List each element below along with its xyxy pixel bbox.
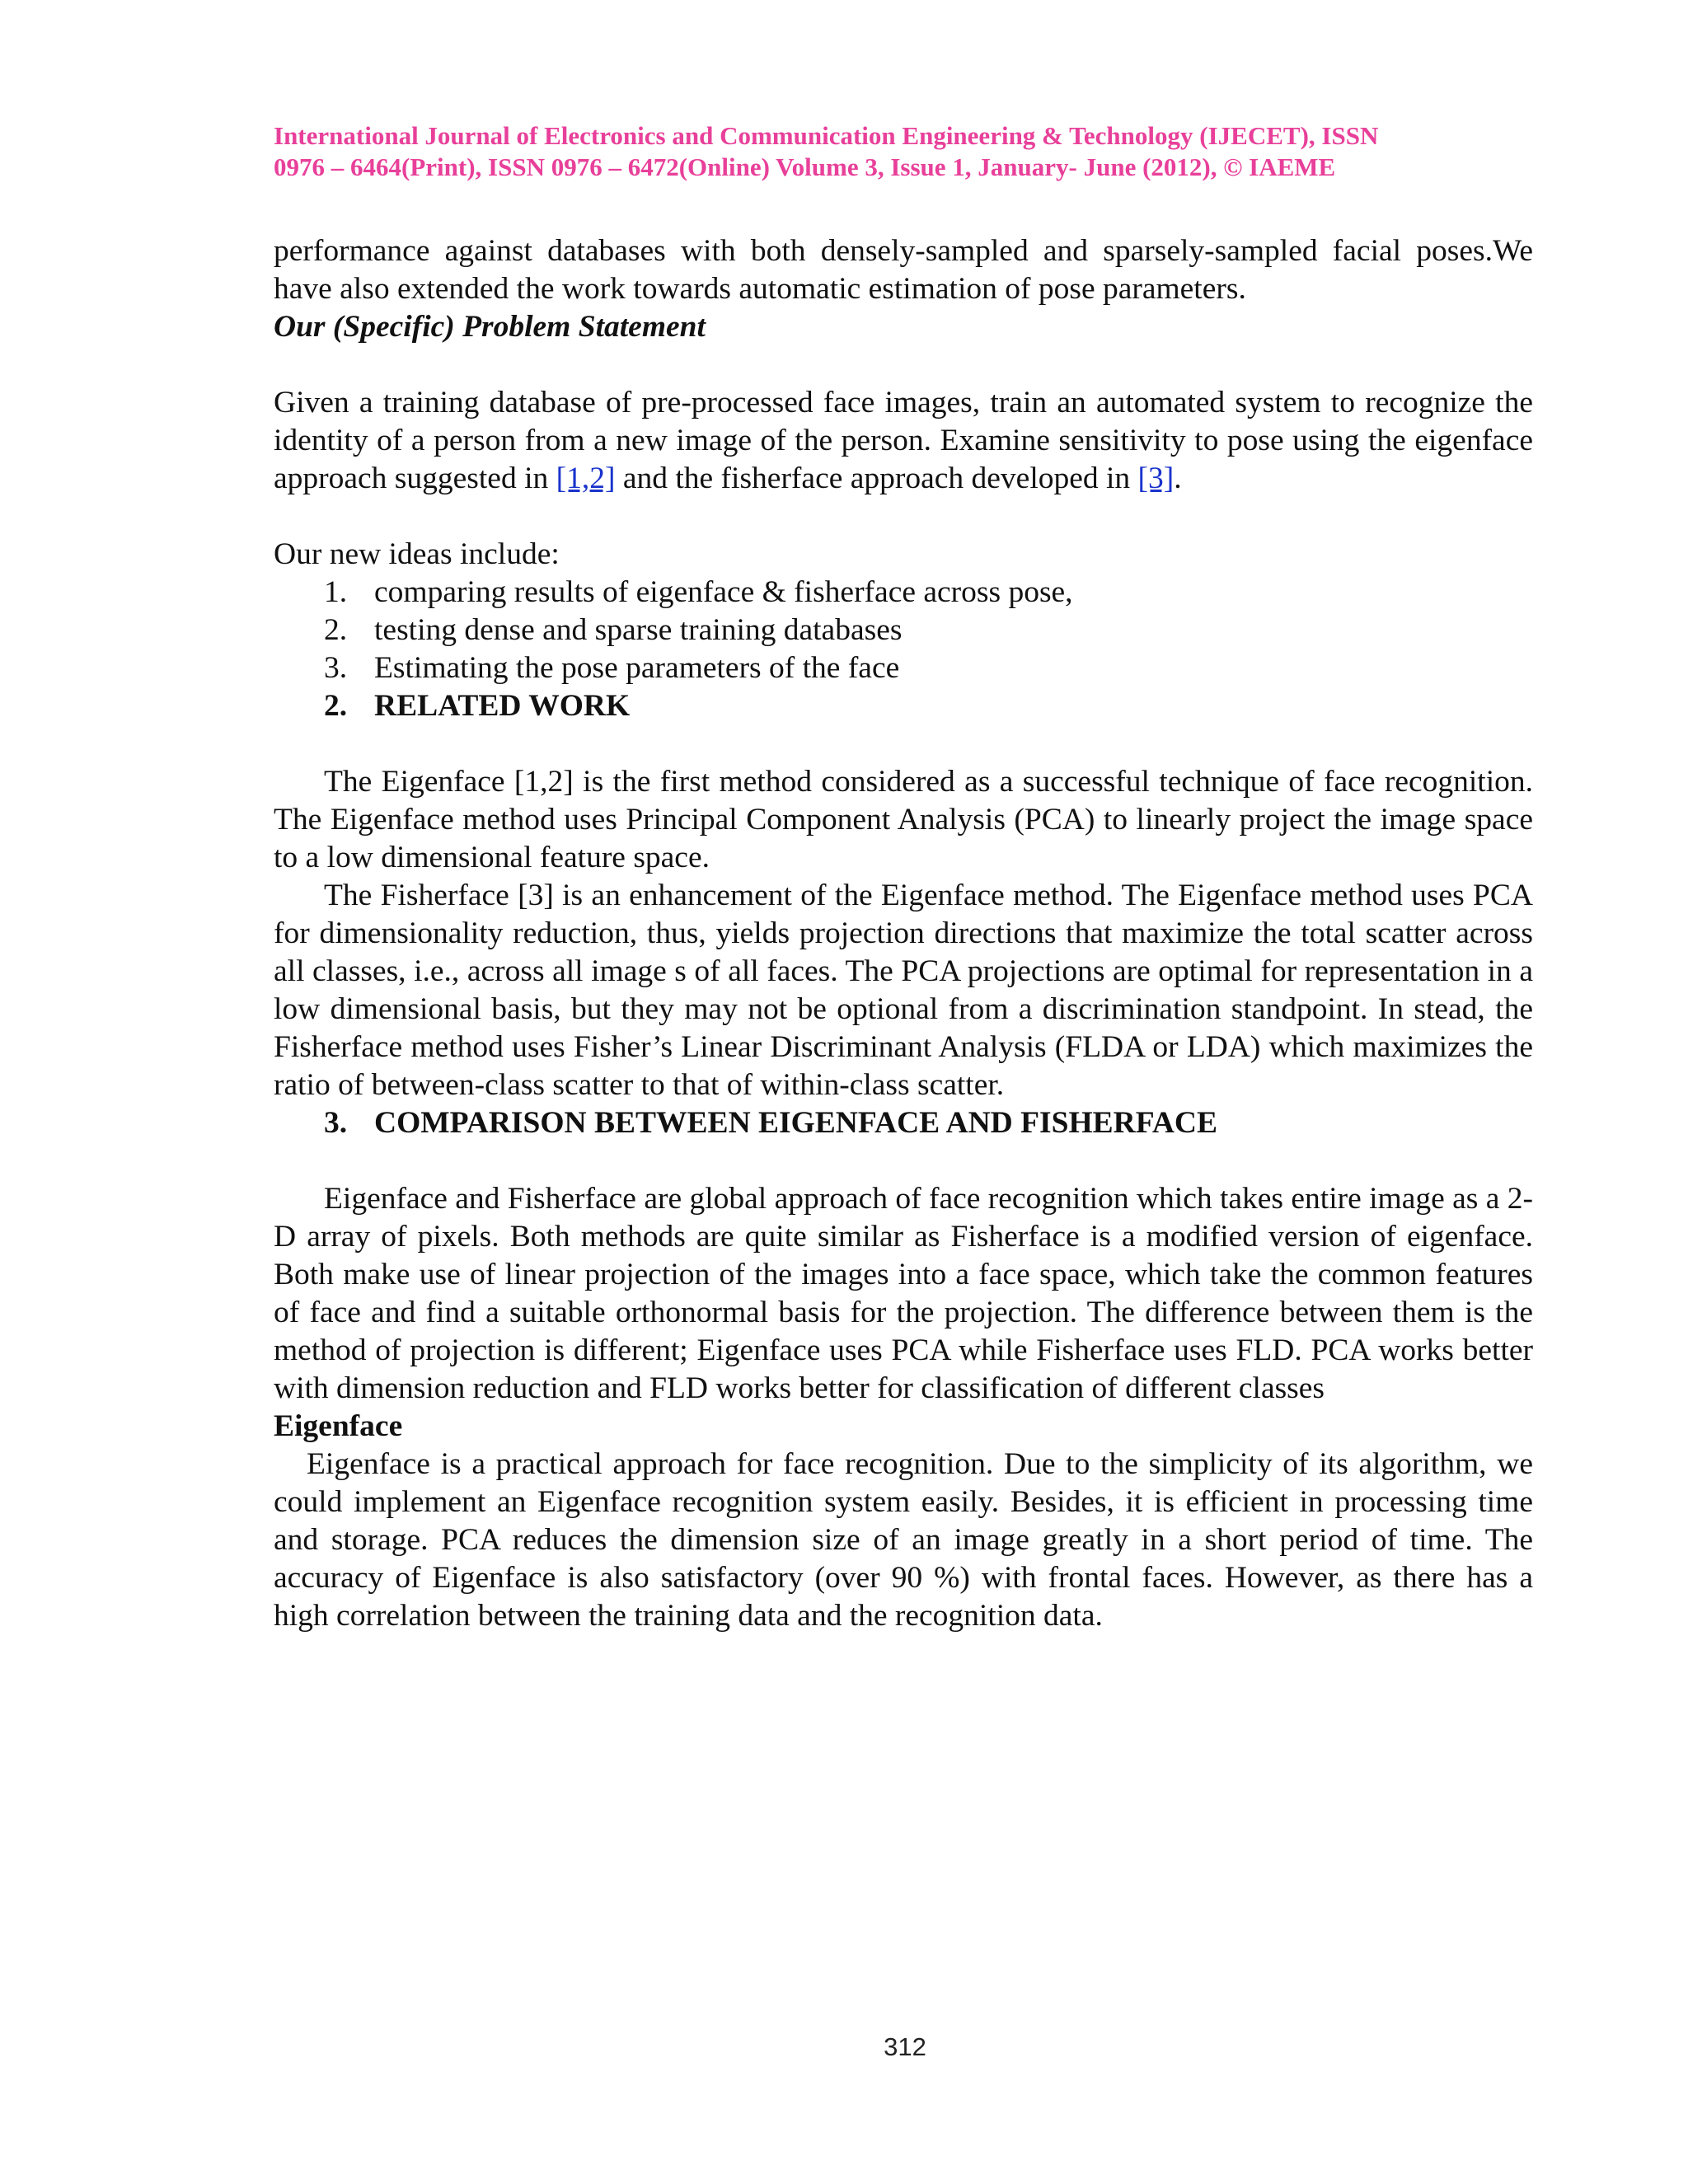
citation-link-1-2[interactable]: [1,2]: [556, 462, 616, 495]
journal-header-line-2: 0976 – 6464(Print), ISSN 0976 – 6472(Online) Volume 3, Issue 1, January- June (2012), © IAEME: [274, 152, 1336, 181]
journal-header-line-1: International Journal of Electronics and Communication Engineering & Technology (IJECET), ISSN: [274, 121, 1379, 150]
page-body: [274, 232, 1533, 1635]
problem-text-3: .: [1174, 462, 1182, 495]
list-item: [274, 574, 1533, 612]
journal-header: [274, 120, 1535, 183]
eigenface-heading: Eigenface: [274, 1409, 403, 1443]
list-item-text: comparing results of eigenface & fisherface across pose,: [374, 575, 1073, 609]
problem-text-1: Given a training database of pre-processed face images, train an automated system to recognize the identity of a person from a new image of the person. Examine sensitivity to pose using the eigenface approach suggested in: [274, 386, 1533, 495]
related-work-paragraph-2: The Fisherface [3] is an enhancement of the Eigenface method. The Eigenface method uses PCA for dimensionality reduction, thus, yields projection directions that maximize the total scatter across all classes, i.e., across all image s of all faces. The PCA projections are optimal for representation in a low dimensional basis, but they may not be optional from a discrimination standpoint. In stead, the Fisherface method uses Fisher’s Linear Discriminant Analysis (FLDA or LDA) which maximizes the ratio of between-class scatter to that of within-class scatter.: [274, 879, 1533, 1102]
intro-paragraph: performance against databases with both densely-sampled and sparsely-sampled facial poses.We have also extended the work towards automatic estimation of pose parameters.: [274, 234, 1533, 306]
list-item-text: testing dense and sparse training databases: [374, 613, 903, 647]
eigenface-paragraph: Eigenface is a practical approach for face recognition. Due to the simplicity of its algorithm, we could implement an Eigenface recognition system easily. Besides, it is efficient in processing time and storage. PCA reduces the dimension size of an image greatly in a short period of time. The accuracy of Eigenface is also satisfactory (over 90 %) with frontal faces. However, as there has a high correlation between the training data and the recognition data.: [274, 1447, 1533, 1633]
list-item: [274, 612, 1533, 649]
list-item: [274, 649, 1533, 687]
list-item-text: Estimating the pose parameters of the face: [374, 651, 900, 685]
ideas-list: [274, 574, 1533, 687]
list-item-number: 2.: [324, 613, 348, 647]
problem-statement-paragraph: [274, 384, 1533, 498]
page-number: 312: [884, 2032, 926, 2061]
citation-link-3[interactable]: [3]: [1137, 462, 1175, 495]
problem-text-2: and the fisherface approach developed in: [615, 462, 1138, 495]
comparison-paragraph: Eigenface and Fisherface are global approach of face recognition which takes entire image as a 2-D array of pixels. Both methods are quite similar as Fisherface is a modified version of eigenface. Both make use of linear projection of the images into a face space, which take the common features of face and find a suitable orthonormal basis for the projection. The difference between them is the method of projection is different; Eigenface uses PCA while Fisherface uses FLD. PCA works better with dimension reduction and FLD works better for classification of different classes: [274, 1182, 1534, 1405]
section-3-heading: [274, 1104, 1533, 1142]
section-2-title: RELATED WORK: [374, 689, 631, 723]
list-item-number: 3.: [324, 651, 348, 685]
section-3-title: COMPARISON BETWEEN EIGENFACE AND FISHERFACE: [374, 1106, 1218, 1140]
related-work-paragraph-1: The Eigenface [1,2] is the first method considered as a successful technique of face recognition. The Eigenface method uses Principal Component Analysis (PCA) to linearly project the image space to a low dimensional feature space.: [274, 765, 1533, 874]
section-2-number: 2.: [324, 689, 348, 723]
section-3-number: 3.: [324, 1106, 348, 1140]
problem-statement-heading: Our (Specific) Problem Statement: [274, 310, 706, 344]
list-item-number: 1.: [324, 575, 348, 609]
ideas-intro: Our new ideas include:: [274, 537, 560, 571]
section-2-heading: [274, 687, 1533, 725]
